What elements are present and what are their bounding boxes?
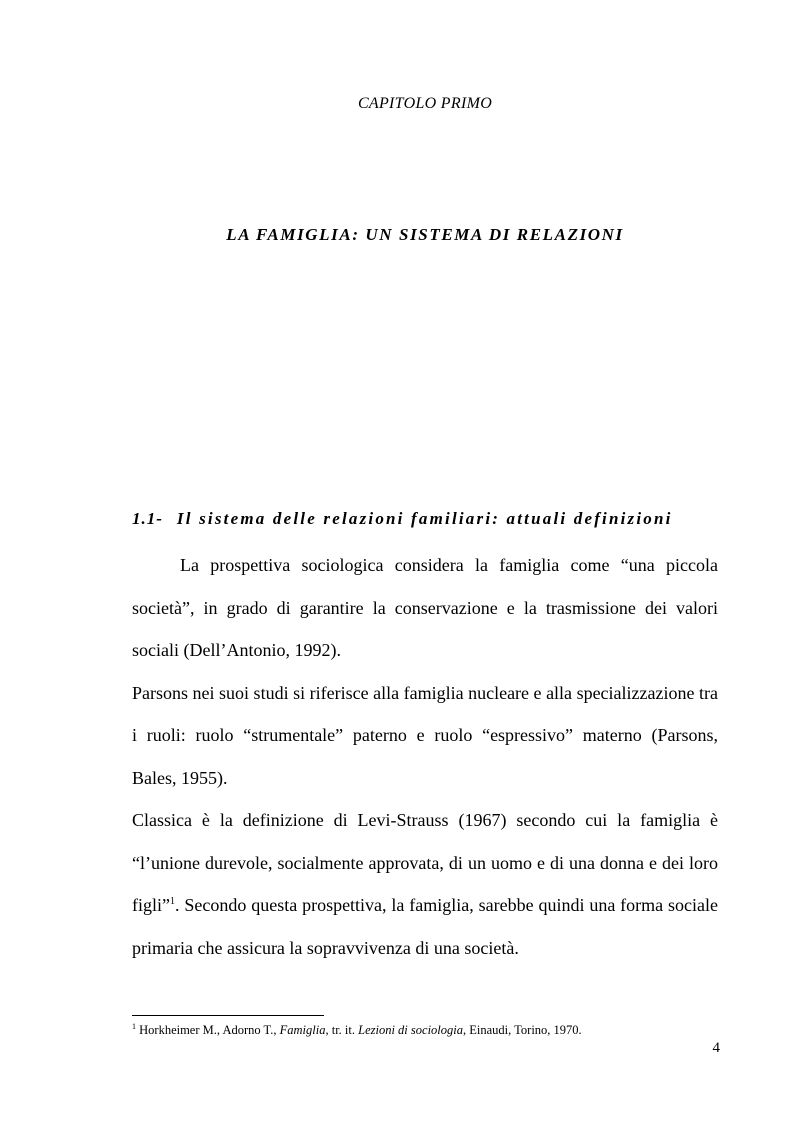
paragraph-3	[132, 799, 718, 969]
paragraph-3-text-a: Classica è la definizione di Levi-Strauss (1967) secondo cui la famiglia è “l’unione durevole, socialmente approvata, di un uomo e di una donna e dei loro figli”	[132, 810, 718, 915]
footnote-authors: Horkheimer M., Adorno T.,	[139, 1023, 280, 1037]
footnote-reference: 1	[170, 896, 175, 907]
page-number: 4	[712, 1040, 720, 1056]
footnote-marker: 1	[132, 1021, 136, 1031]
chapter-label: CAPITOLO PRIMO	[357, 95, 493, 112]
body-text	[132, 544, 718, 969]
section-number: 1.1-	[132, 509, 163, 528]
footnote-separator	[132, 1015, 324, 1016]
footnote-book: Lezioni di sociologia	[358, 1023, 463, 1037]
footnote-work: Famiglia	[279, 1023, 326, 1037]
section-heading	[132, 509, 722, 529]
paragraph-2: Parsons nei suoi studi si riferisce alla famiglia nucleare e alla specializzazione tra i ruoli: ruolo “strumentale” paterno e ruolo “espressivo” materno (Parsons, Bales, 1955).	[132, 682, 718, 788]
section-title: Il sistema delle relazioni familiari: attuali definizioni	[176, 509, 673, 528]
chapter-title: LA FAMIGLIA: UN SISTEMA DI RELAZIONI	[226, 225, 624, 244]
footnote-translation: , tr. it.	[325, 1023, 359, 1037]
paragraph-1: La prospettiva sociologica considera la famiglia come “una piccola società”, in grado di garantire la conservazione e la trasmissione dei valori sociali (Dell’Antonio, 1992).	[132, 555, 718, 660]
footnote-publisher: , Einaudi, Torino, 1970.	[463, 1023, 582, 1037]
paragraph-3-text-b: . Secondo questa prospettiva, la famiglia, sarebbe quindi una forma sociale primaria che assicura la sopravvivenza di una società.	[132, 895, 718, 958]
footnote	[132, 1023, 732, 1038]
